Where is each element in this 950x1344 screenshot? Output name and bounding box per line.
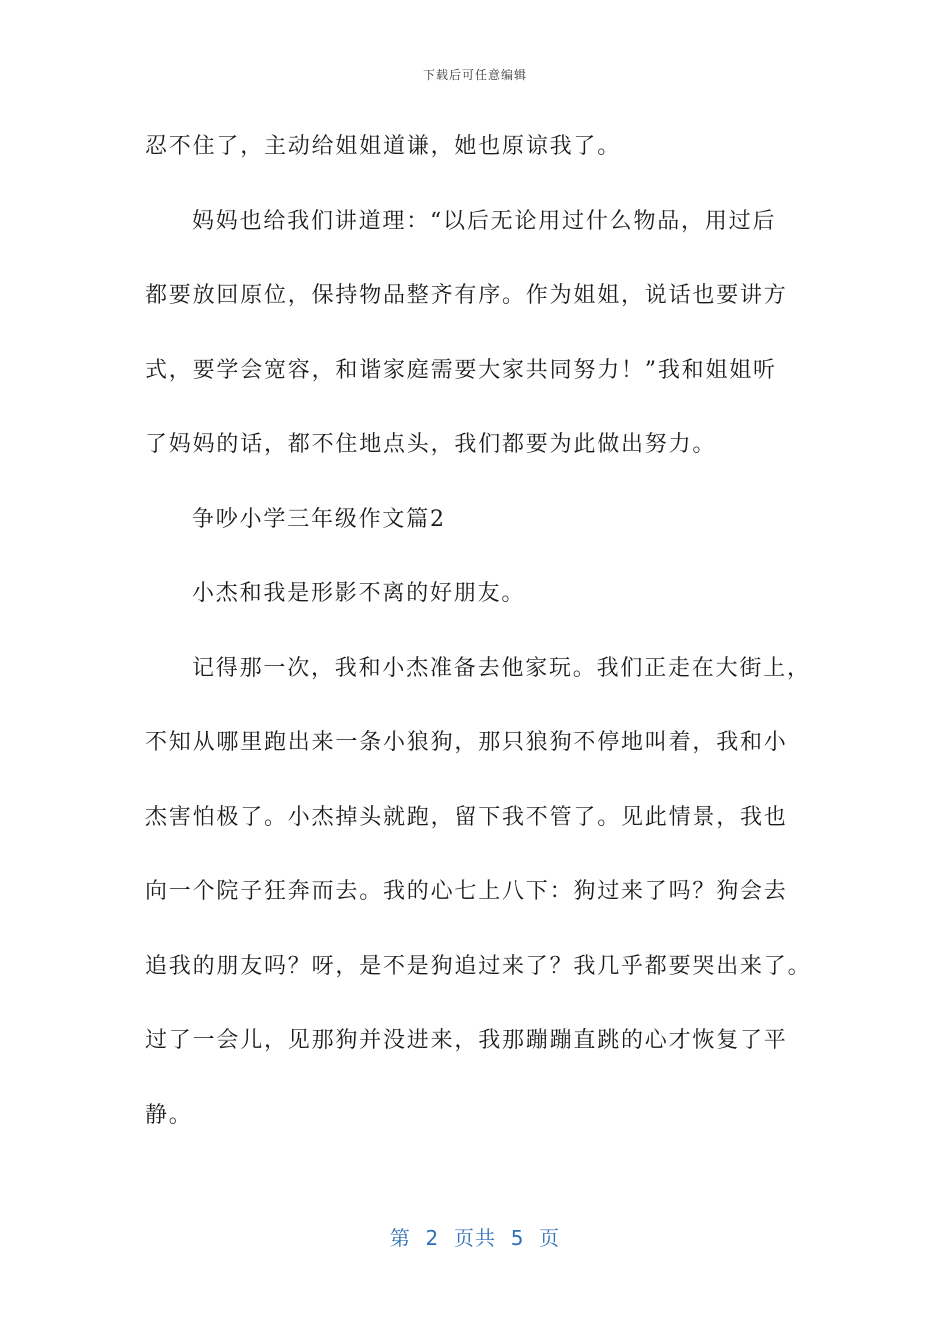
text-line: 静。 xyxy=(145,1102,193,1128)
document-body xyxy=(145,127,825,1170)
text-line: 杰害怕极了。小杰掉头就跑，留下我不管了。见此情景，我也 xyxy=(145,804,788,830)
text-line: 妈妈也给我们讲道理：“以后无论用过什么物品，用过后 xyxy=(192,208,777,234)
page-number-footer: 第 2 页共 5 页 xyxy=(389,1226,561,1250)
text-line: 向一个院子狂奔而去。我的心七上八下：狗过来了吗？狗会去 xyxy=(145,879,788,904)
text-line: 过了一会儿，见那狗并没进来，我那蹦蹦直跳的心才恢复了平 xyxy=(145,1028,788,1053)
text-line: 都要放回原位，保持物品整齐有序。作为姐姐，说话也要讲方 xyxy=(145,283,788,308)
text-line: 忍不住了，主动给姐姐道谦，她也原谅我了。 xyxy=(145,134,622,159)
text-line: 式，要学会宽容，和谐家庭需要大家共同努力！”我和姐姐听 xyxy=(145,357,777,383)
text-line: 了妈妈的话，都不住地点头，我们都要为此做出努力。 xyxy=(145,432,717,457)
text-line: 记得那一次，我和小杰准备去他家玩。我们正走在大街上， xyxy=(192,655,811,681)
section-heading: 争吵小学三年级作文篇2 xyxy=(192,506,446,532)
text-line: 追我的朋友吗？呀，是不是狗追过来了？我几乎都要哭出来了。 xyxy=(145,953,812,979)
text-line: 小杰和我是形影不离的好朋友。 xyxy=(192,581,526,606)
text-line: 不知从哪里跑出来一条小狼狗，那只狼狗不停地叫着，我和小 xyxy=(145,730,788,755)
page-header: 下载后可任意编辑 xyxy=(422,68,527,82)
